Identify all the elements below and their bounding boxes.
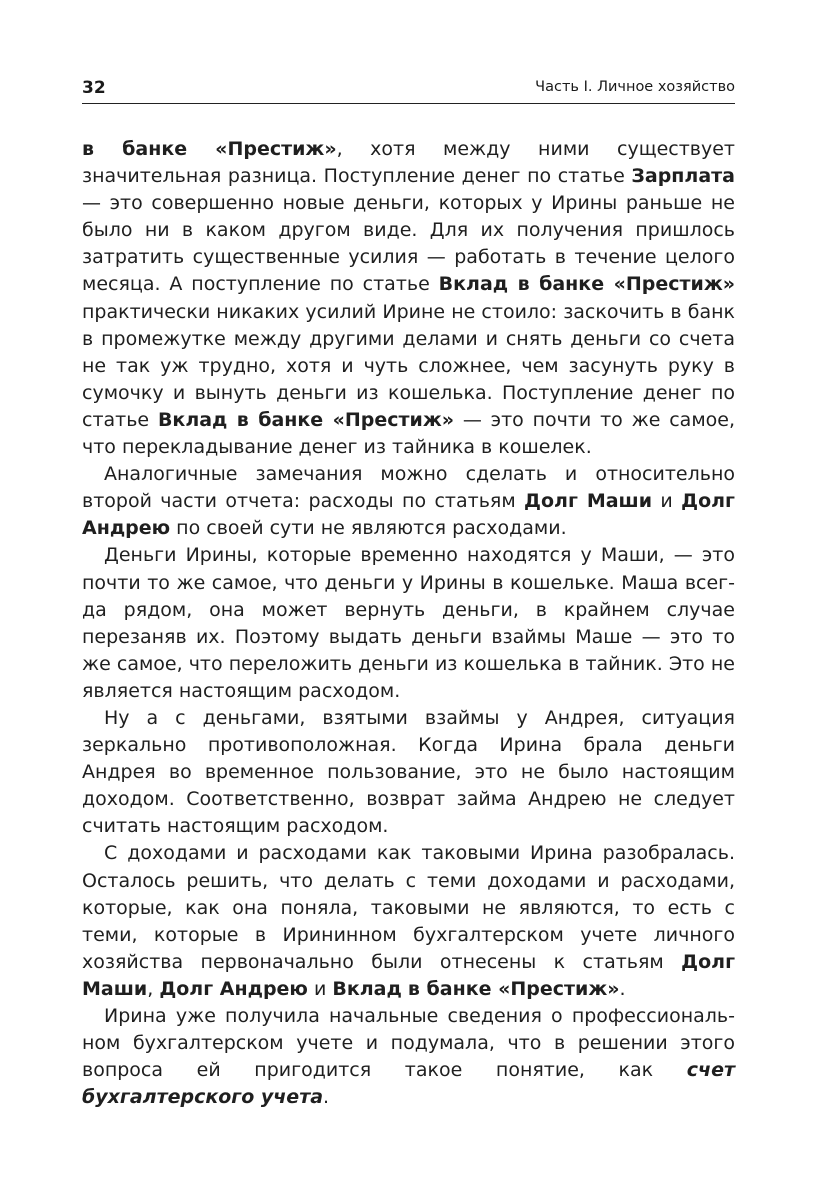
paragraph-1-text-1: , хотя между ними существует значительная разница. Поступление денег по статье	[82, 138, 735, 188]
page-number: 32	[82, 78, 106, 98]
paragraph-6-text-2: .	[323, 1086, 330, 1109]
paragraph-2-text-3: по своей сути не являются расходами.	[170, 517, 567, 540]
term-masha-debt-2: Долг Маши	[82, 950, 735, 1000]
term-deposit-short: Вклад	[332, 977, 402, 1000]
paragraph-5-text-4: .	[619, 977, 626, 1000]
paragraph-1-text-4: — это почти то же самое, что перекладывание денег из тайника в кошелек.	[82, 408, 736, 459]
paragraph-1-text-3: практически никаких усилий Ирине не стоило: заскочить в банк в промежутке между другими делами и снять деньги со счета не так уж трудно, хотя и чуть сложнее, чем засунуть руку в сумочку и вынуть деньги из кошелька. Поступление денег по статье	[82, 300, 735, 431]
paragraph-3	[82, 542, 735, 705]
term-masha-debt: Долг Маши	[524, 490, 653, 513]
paragraph-6-text-1: Ирина уже получила начальные сведения о профессиональном бухгалтерском учете и подумала, что в решении этого вопроса ей пригодится такое понятие, как	[82, 1005, 735, 1082]
page-header	[82, 76, 735, 102]
paragraph-5	[82, 840, 735, 1003]
paragraph-5-text-3: и	[307, 977, 333, 1000]
term-deposit-1: Вклад в банке «Престиж»	[438, 273, 735, 296]
paragraph-1	[82, 136, 735, 461]
paragraph-5-text-2: ,	[147, 977, 160, 1000]
running-title: Часть I. Личное хозяйство	[535, 79, 735, 95]
term-bank-deposit: в банке «Престиж»	[82, 138, 337, 160]
paragraph-4	[82, 705, 735, 840]
term-salary: Зарплата	[631, 165, 735, 188]
term-account: счет бухгалтерского учета	[82, 1059, 735, 1109]
paragraph-2-text-1: Аналогичные замечания можно сделать и относительно второй части отчета: расходы по статьям	[82, 463, 735, 513]
term-andrey-debt-2: Долг Андрею	[159, 977, 308, 1000]
paragraph-6	[82, 1003, 735, 1111]
term-bank-deposit-2: в банке «Престиж»	[407, 977, 620, 1000]
paragraph-2	[82, 461, 735, 542]
paragraph-3-text-1: Деньги Ирины, которые временно находятся у Маши, — это почти то же самое, что деньги у Ирины в кошельке. Маша всегда рядом, она может вернуть деньги, в крайнем случае перезаняв их. Поэтому выдать деньги взаймы Маше — это то же самое, что переложить деньги из кошелька в тайник. Это не является настоящим расходом.	[82, 544, 735, 702]
paragraph-4-text-1: Ну а с деньгами, взятыми взаймы у Андрея, ситуация зеркально противоположная. Когда Ирина брала деньги Андрея во временное пользование, это не было настоящим доходом. Соответственно, возврат займа Андрею не следует считать настоящим расходом.	[82, 706, 735, 838]
body-text	[82, 136, 735, 1111]
paragraph-5-text-1: С доходами и расходами как таковыми Ирина разобралась. Осталось решить, что делать с теми доходами и расходами, которые, как она поняла, таковыми не являются, то есть с теми, которые в Ирининном бухгалтерском учете личного хозяйства первоначально были отнесены к статьям	[82, 842, 735, 973]
term-andrey-debt: Долг Андрею	[82, 490, 735, 540]
paragraph-1-text-2: — это совершенно новые деньги, которых у Ирины раньше не было ни в каком другом виде. Для их получения пришлось затратить существенные усилия — работать в течение целого месяца. А поступление по статье	[82, 192, 735, 296]
paragraph-2-text-2: и	[652, 490, 682, 513]
header-rule	[82, 103, 735, 104]
term-deposit-2: Вклад в банке «Престиж»	[157, 408, 455, 431]
